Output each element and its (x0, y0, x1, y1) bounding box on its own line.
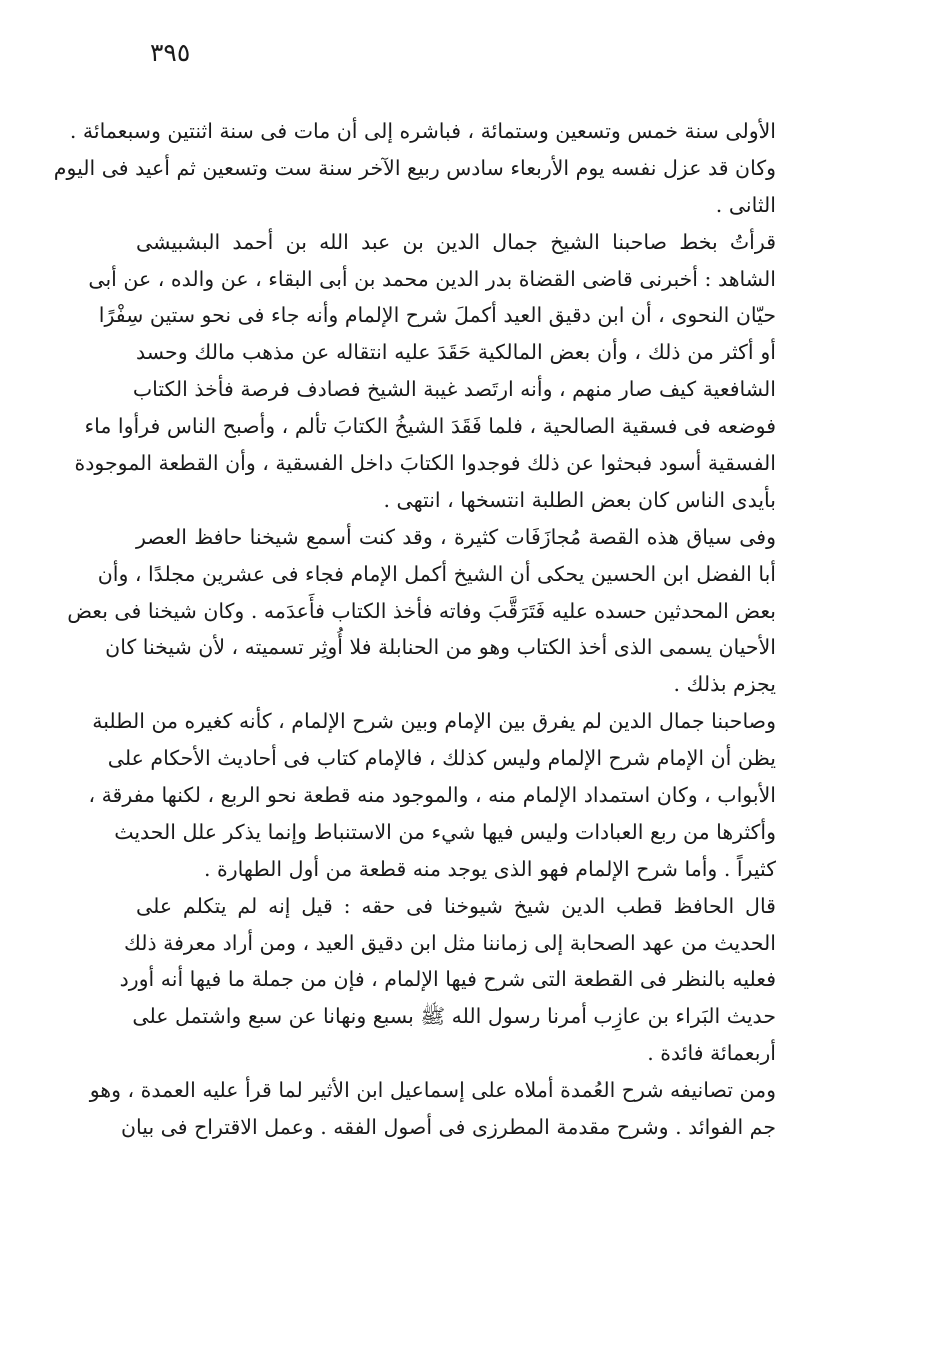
text-line: الشاهد : أخبرنى قاضى القضاة بدر الدين محمد بن أبى البقاء ، عن والده ، عن أبى (88, 266, 776, 291)
text-line: الشافعية كيف صار منهم ، وأنه ارتَصد غيبة الشيخ فصادف فرصة فأخذ الكتاب (132, 377, 776, 402)
text-line: أو أكثر من ذلك ، وأن بعض المالكية حَقَدَ عليه انتقاله عن مذهب مالك وحسد (136, 340, 776, 365)
text-line: الأبواب ، وكان استمداد الإلمام منه ، والموجود منه قطعة نحو الربع ، لكنها مفرقة ، (88, 783, 776, 808)
text-line: الحديث من عهد الصحابة إلى زماننا مثل ابن دقيق العيد ، ومن أراد معرفة ذلك (123, 930, 776, 955)
text-line: قرأتُ بخط صاحبنا الشيخ جمال الدين بن عبد الله بن أحمد البشبيشى (136, 229, 776, 254)
text-line: يجزم بذلك . (673, 672, 776, 697)
text-line: الثانى . (715, 192, 776, 217)
text-line: حيّان النحوى ، أن ابن دقيق العيد أكملَ شرح الإلمام وأنه جاء فى نحو ستين سِفْرًا (98, 303, 776, 328)
text-line: فعليه بالنظر فى القطعة التى شرح فيها الإلمام ، فإن من جملة ما فيها أنه أورد (119, 967, 776, 992)
text-line: أبا الفضل ابن الحسين يحكى أن الشيخ أكمل الإمام فجاء فى عشرين مجلدًا ، وأن (97, 561, 776, 586)
text-line: وأكثرها من ربع العبادات وليس فيها شيء من الاستنباط وإنما يذكر علل الحديث (114, 819, 776, 844)
paragraph-3 (67, 519, 776, 703)
text-line: بأيدى الناس كان بعض الطلبة انتسخها ، انتهى . (383, 487, 776, 512)
page-number: ٣٩٥ (150, 38, 191, 67)
text-line: الفسقية أسود فبحثوا عن ذلك فوجدوا الكتابَ داخل الفسقية ، وأن القطعة الموجودة (74, 451, 776, 476)
text-line: قال الحافظ قطب الدين شيخ شيوخنا فى حقه : قيل إنه لم يتكلم على (136, 893, 776, 918)
text-line: جم الفوائد . وشرح مقدمة المطرزى فى أصول الفقه . وعمل الاقتراح فى بيان (120, 1115, 776, 1140)
text-line: وفى سياق هذه القصة مُجازَفَات كثيرة ، وقد كنت أسمع شيخنا حافظ العصر (136, 524, 776, 549)
text-line: أربعمائة فائدة . (647, 1041, 776, 1066)
paragraph-1 (53, 113, 776, 224)
text-line: وصاحبنا جمال الدين لم يفرق بين الإمام وبين شرح الإلمام ، كأنه كغيره من الطلبة (92, 709, 776, 734)
text-line: الأحيان يسمى الذى أخذ الكتاب وهو من الحنابلة فلا أُوثِر تسميته ، لأن شيخنا كان (105, 635, 776, 660)
body-text (53, 113, 776, 1146)
text-line: كثيراً . وأما شرح الإلمام فهو الذى يوجد منه قطعة من أول الطهارة . (204, 856, 776, 881)
text-line: يظن أن الإمام شرح الإلمام وليس كذلك ، فالإمام كتاب فى أحاديث الأحكام على (107, 746, 776, 771)
text-line: وكان قد عزل نفسه يوم الأربعاء سادس ربيع الآخر سنة ست وتسعين ثم أعيد فى اليوم (53, 155, 776, 180)
text-line: ومن تصانيفه شرح العُمدة أملاه على إسماعيل ابن الأثير لما قرأ عليه العمدة ، وهو (89, 1078, 776, 1103)
text-line: بعض المحدثين حسده عليه فَتَرَقَّبَ وفاته فأخذ الكتاب فأَعدَمه . وكان شيخنا فى بعض (67, 598, 776, 623)
text-line: حديث البَراء بن عازِب أمرنا رسول الله ﷺ بسبع ونهانا عن سبع واشتمل على (132, 1004, 776, 1029)
paragraph-5 (119, 888, 776, 1072)
paragraph-2 (74, 224, 776, 519)
text-line: فوضعه فى فسقية الصالحية ، فلما فَقَدَ الشيخُ الكتابَ تألم ، وأصبح الناس فرأوا ماء (84, 414, 776, 439)
paragraph-6 (89, 1072, 776, 1146)
text-line: الأولى سنة خمس وتسعين وستمائة ، فباشره إلى أن مات فى سنة اثنتين وسبعمائة . (69, 119, 776, 143)
paragraph-4 (88, 703, 776, 887)
